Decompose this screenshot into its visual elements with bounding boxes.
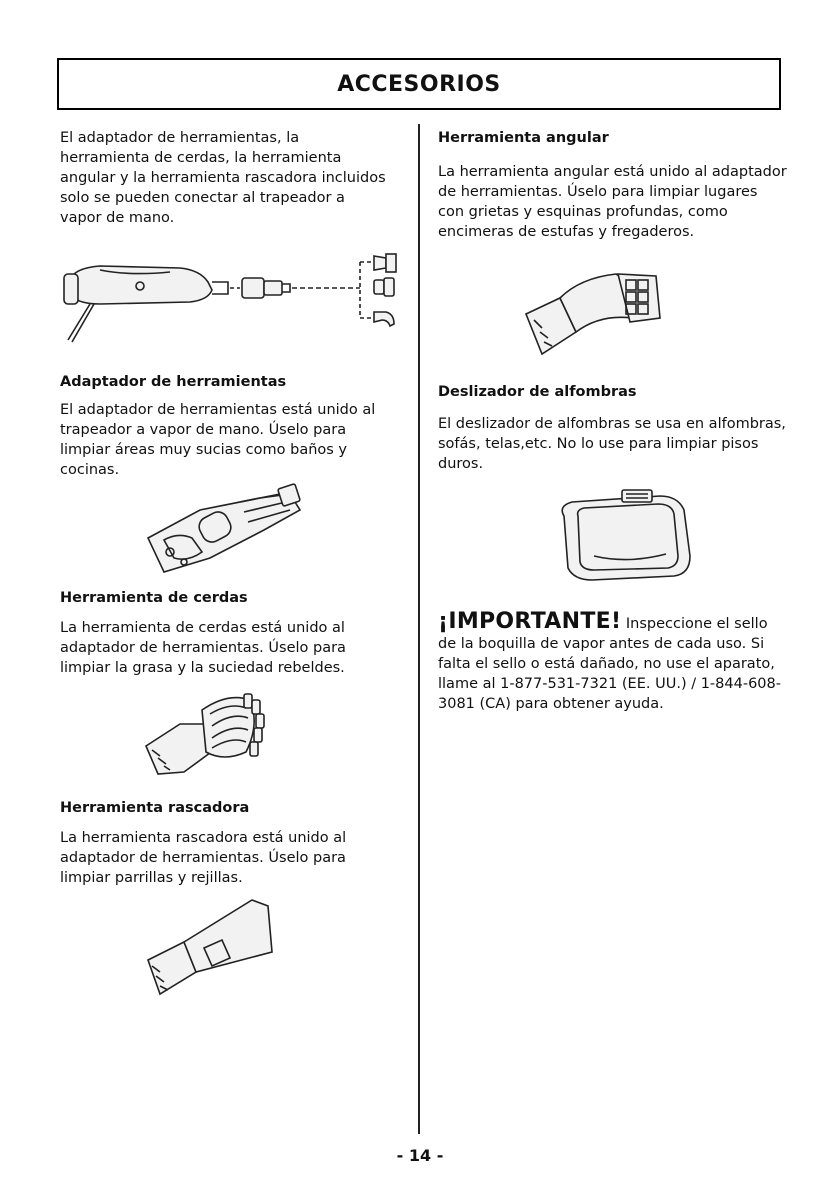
carpet-glider-illustration: [548, 486, 698, 586]
scraper-heading: Herramienta rascadora: [60, 800, 250, 816]
bristle-heading: Herramienta de cerdas: [60, 590, 248, 606]
page-title: ACCESORIOS: [337, 71, 501, 97]
adapter-paragraph: El adaptador de herramientas está unido al trapeador a vapor de mano. Úselo para limpiar áreas muy sucias como baños y cocinas.: [60, 402, 376, 478]
important-label: ¡IMPORTANTE!: [438, 609, 622, 634]
angle-heading: Herramienta angular: [438, 130, 609, 146]
title-box: [57, 58, 781, 110]
bristle-tool-illustration: [140, 680, 280, 780]
important-text: Inspeccione el sello de la boquilla de vapor antes de cada uso. Si falta el sello o está dañado, no use el aparato, llame al 1-877-531-7321 (EE. UU.) / 1-844-608-3081 (CA) para obtener ayuda.: [438, 616, 781, 712]
bristle-paragraph: La herramienta de cerdas está unido al adaptador de herramientas. Úselo para limpiar la grasa y la suciedad rebeldes.: [60, 620, 346, 676]
adapter-heading: Adaptador de herramientas: [60, 374, 287, 390]
column-divider: [418, 124, 420, 1134]
angle-tool-illustration: [520, 268, 670, 363]
angle-paragraph: La herramienta angular está unido al adaptador de herramientas. Úselo para limpiar lugares con grietas y esquinas profundas, como encimeras de estufas y fregaderos.: [438, 164, 787, 240]
glider-paragraph: El deslizador de alfombras se usa en alfombras, sofás, telas,etc. No lo use para limpiar pisos duros.: [438, 416, 786, 472]
scraper-tool-illustration: [140, 894, 280, 1014]
handheld-assembly-illustration: [60, 250, 400, 350]
tool-adapter-illustration: [140, 480, 310, 580]
scraper-paragraph: La herramienta rascadora está unido al adaptador de herramientas. Úselo para limpiar parrillas y rejillas.: [60, 830, 347, 886]
glider-heading: Deslizador de alfombras: [438, 384, 637, 400]
page-number: - 14 -: [396, 1146, 444, 1165]
intro-paragraph: El adaptador de herramientas, la herramienta de cerdas, la herramienta angular y la herramienta rascadora incluidos solo se pueden conectar al trapeador a vapor de mano.: [60, 130, 386, 226]
important-paragraph: [438, 609, 788, 714]
